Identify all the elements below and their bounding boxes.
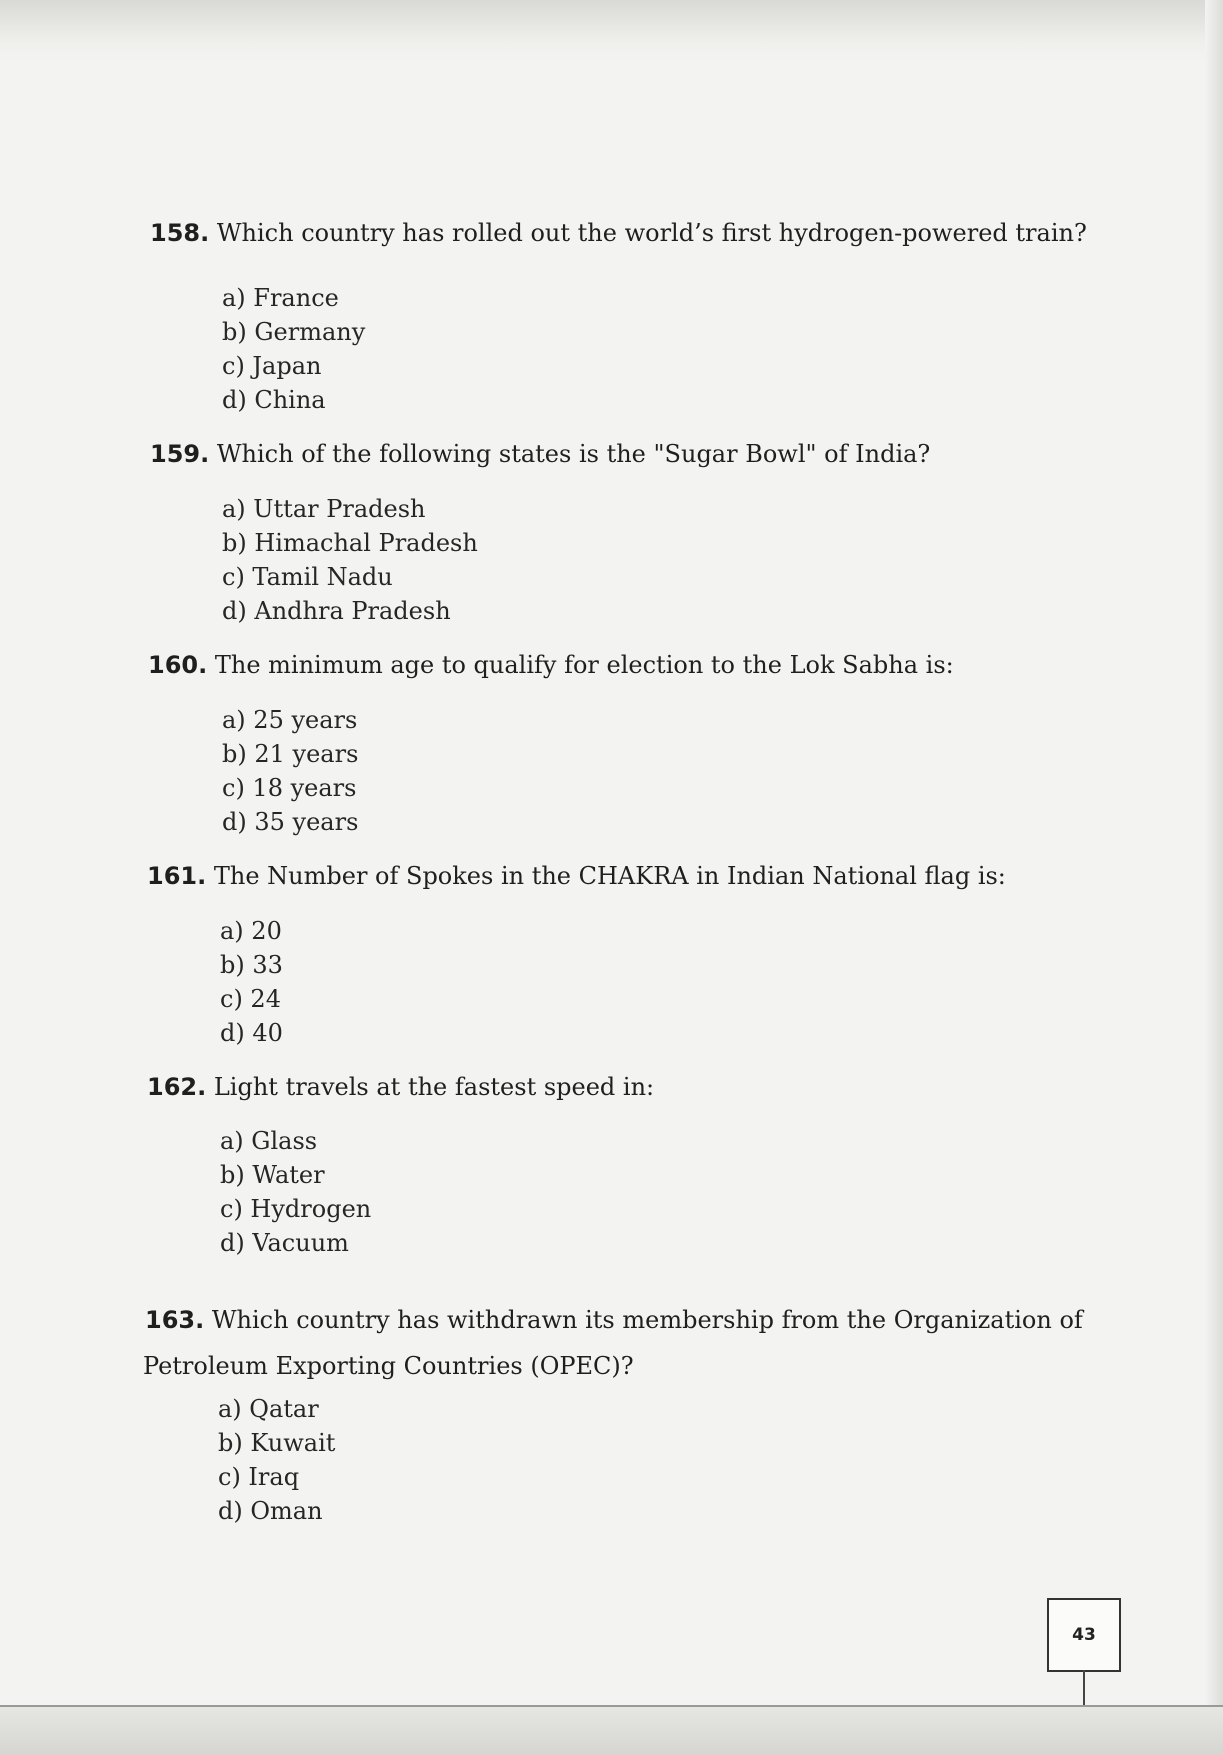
option-b: b) Himachal Pradesh bbox=[222, 529, 478, 557]
question-text bbox=[148, 650, 954, 680]
option-d: d) Vacuum bbox=[220, 1229, 349, 1257]
question-line: Which of the following states is the "Sugar Bowl" of India? bbox=[216, 440, 931, 468]
question-number: 160. bbox=[148, 651, 208, 679]
option-c: c) 24 bbox=[220, 985, 281, 1013]
option-a: a) Glass bbox=[220, 1127, 318, 1155]
question-text bbox=[147, 1072, 654, 1102]
option-b: b) Water bbox=[220, 1161, 325, 1189]
question-line: Which country has withdrawn its membership from the Organization of bbox=[211, 1306, 1083, 1334]
option-c: c) Hydrogen bbox=[220, 1195, 372, 1223]
option-d: d) 35 years bbox=[222, 808, 359, 836]
question-text bbox=[150, 218, 1087, 248]
option-a: a) 25 years bbox=[222, 706, 358, 734]
question-line: Which country has rolled out the world’s first hydrogen-powered train? bbox=[216, 219, 1087, 247]
option-d: d) Andhra Pradesh bbox=[222, 597, 451, 625]
option-a: a) France bbox=[222, 284, 339, 312]
question-number: 162. bbox=[147, 1073, 207, 1101]
option-b: b) 21 years bbox=[222, 740, 359, 768]
option-c: c) Japan bbox=[222, 352, 322, 380]
option-a: a) Uttar Pradesh bbox=[222, 495, 426, 523]
question-number: 158. bbox=[150, 219, 210, 247]
question-number: 163. bbox=[145, 1306, 205, 1334]
option-b: b) Germany bbox=[222, 318, 366, 346]
question-text bbox=[147, 861, 1006, 891]
option-d: d) Oman bbox=[218, 1497, 323, 1525]
scan-top-edge bbox=[0, 0, 1223, 60]
question-line-2: Petroleum Exporting Countries (OPEC)? bbox=[143, 1352, 634, 1380]
option-d: d) 40 bbox=[220, 1019, 283, 1047]
question-line: The Number of Spokes in the CHAKRA in Indian National flag is: bbox=[213, 862, 1006, 890]
scan-right-edge bbox=[1205, 0, 1223, 1753]
question-number: 161. bbox=[147, 862, 207, 890]
question-line: The minimum age to qualify for election to the Lok Sabha is: bbox=[214, 651, 954, 679]
page-number: 43 bbox=[1072, 1625, 1096, 1645]
option-c: c) Tamil Nadu bbox=[222, 563, 393, 591]
page-number-tick bbox=[1083, 1670, 1085, 1708]
option-a: a) 20 bbox=[220, 917, 282, 945]
question-line: Light travels at the fastest speed in: bbox=[213, 1073, 655, 1101]
question-text bbox=[150, 439, 930, 469]
option-c: c) 18 years bbox=[222, 774, 357, 802]
question-number: 159. bbox=[150, 440, 210, 468]
option-b: b) Kuwait bbox=[218, 1429, 336, 1457]
question-text bbox=[145, 1305, 1083, 1335]
page-number-box bbox=[1047, 1598, 1121, 1672]
option-c: c) Iraq bbox=[218, 1463, 300, 1491]
option-b: b) 33 bbox=[220, 951, 283, 979]
option-d: d) China bbox=[222, 386, 326, 414]
scan-bottom-edge bbox=[0, 1705, 1223, 1755]
option-a: a) Qatar bbox=[218, 1395, 319, 1423]
